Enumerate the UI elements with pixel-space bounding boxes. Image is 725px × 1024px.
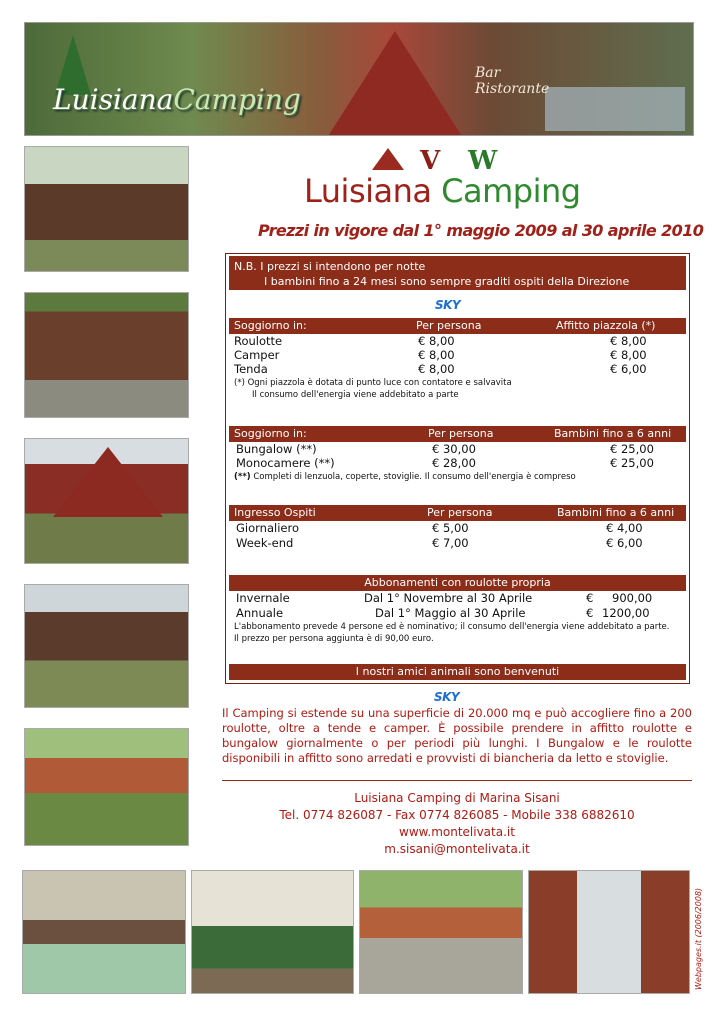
table-row: Roulotte € 8,00 € 8,00 [234, 334, 647, 348]
phone-numbers: Tel. 0774 826087 - Fax 0774 826085 - Mobile 338 6882610 [279, 808, 635, 822]
bungalow-header: Soggiorno in: Per persona Bambini fino a 6 anni [229, 426, 686, 442]
table-row: Tenda € 8,00 € 6,00 [234, 362, 647, 376]
photo-bungalow-1 [24, 146, 189, 272]
photo-restaurant-interior [22, 870, 186, 994]
camping-description: Il Camping si estende su una superficie di 20.000 mq e può accogliere fino a 200 roulotte, oltre a tende e camper. È possibile prendere in affitto roulotte e bungalow giornalmente o per periodi più lunghi. I Bungalow e le roulotte disponibili in affitto sono arredati e provvisti di biancheria da letto e stoviglie. [222, 706, 692, 765]
photo-main-building [24, 728, 189, 846]
restaurant-windows [545, 87, 685, 131]
website-link[interactable]: www.montelivata.it [399, 825, 515, 839]
sky-logo-2: SKY [434, 690, 460, 704]
table-row: Bungalow (**) € 30,00 € 25,00 [236, 442, 654, 456]
price-list [225, 253, 690, 684]
table-row: Invernale Dal 1° Novembre al 30 Aprile € 900,00 [236, 591, 653, 605]
table-row: Giornaliero € 5,00 € 4,00 [236, 521, 643, 535]
owner-name: Luisiana Camping di Marina Sisani [354, 791, 560, 805]
photo-main-building-2 [359, 870, 523, 994]
price-validity-subtitle: Prezzi in vigore dal 1° maggio 2009 al 30 aprile 2010 [258, 221, 704, 240]
photo-bungalows-row [24, 584, 189, 708]
photo-bathroom-corridor [528, 870, 690, 994]
banner-logo: LuisianaCamping [53, 83, 301, 116]
divider [222, 780, 692, 781]
subscriptions-note-2: Il prezzo per persona aggiunta è di 90,00 euro. [234, 634, 434, 644]
house-icon [372, 148, 404, 170]
email-link[interactable]: m.sisani@montelivata.it [384, 842, 530, 856]
guests-header: Ingresso Ospiti Per persona Bambini fino a 6 anni [229, 505, 686, 521]
photo-bungalow-2 [24, 292, 189, 418]
photo-chalet [24, 438, 189, 564]
photo-billiard-room [191, 870, 354, 994]
bungalow-note: (**) Completi di lenzuola, coperte, stoviglie. Il consumo dell'energia è compreso [234, 472, 576, 482]
sky-logo: SKY [435, 298, 461, 312]
piazzola-header: Soggiorno in: Per persona Affitto piazzola (*) [229, 318, 686, 334]
table-row: Camper € 8,00 € 8,00 [234, 348, 647, 362]
table-row: Week-end € 7,00 € 6,00 [236, 536, 643, 550]
bungalow-roof [325, 31, 465, 136]
piazzola-note: (*) Ogni piazzola è dotata di punto luce con contatore e salvavita [234, 378, 512, 388]
subscriptions-header: Abbonamenti con roulotte propria [229, 575, 686, 591]
piazzola-note-2: Il consumo dell'energia viene addebitato a parte [252, 390, 459, 400]
page-title: Luisiana Camping [304, 172, 581, 210]
vw-logo: V W [372, 146, 512, 176]
note-bar: N.B. I prezzi si intendono per notte I bambini fino a 24 mesi sono sempre graditi ospiti della Direzione [229, 256, 686, 290]
top-banner-photo [24, 22, 694, 136]
bar-ristorante-sign: Bar Ristorante [475, 65, 550, 97]
table-row: Monocamere (**) € 28,00 € 25,00 [236, 456, 654, 470]
animals-welcome-bar: I nostri amici animali sono benvenuti [229, 664, 686, 680]
contact-block [222, 790, 692, 858]
table-row: Annuale Dal 1° Maggio al 30 Aprile € 1200,00 [236, 606, 650, 620]
credit-text: Webpages.it (2006/2008) [694, 887, 703, 990]
subscriptions-note: L'abbonamento prevede 4 persone ed è nominativo; il consumo dell'energia viene addebitato a parte. [234, 622, 670, 632]
